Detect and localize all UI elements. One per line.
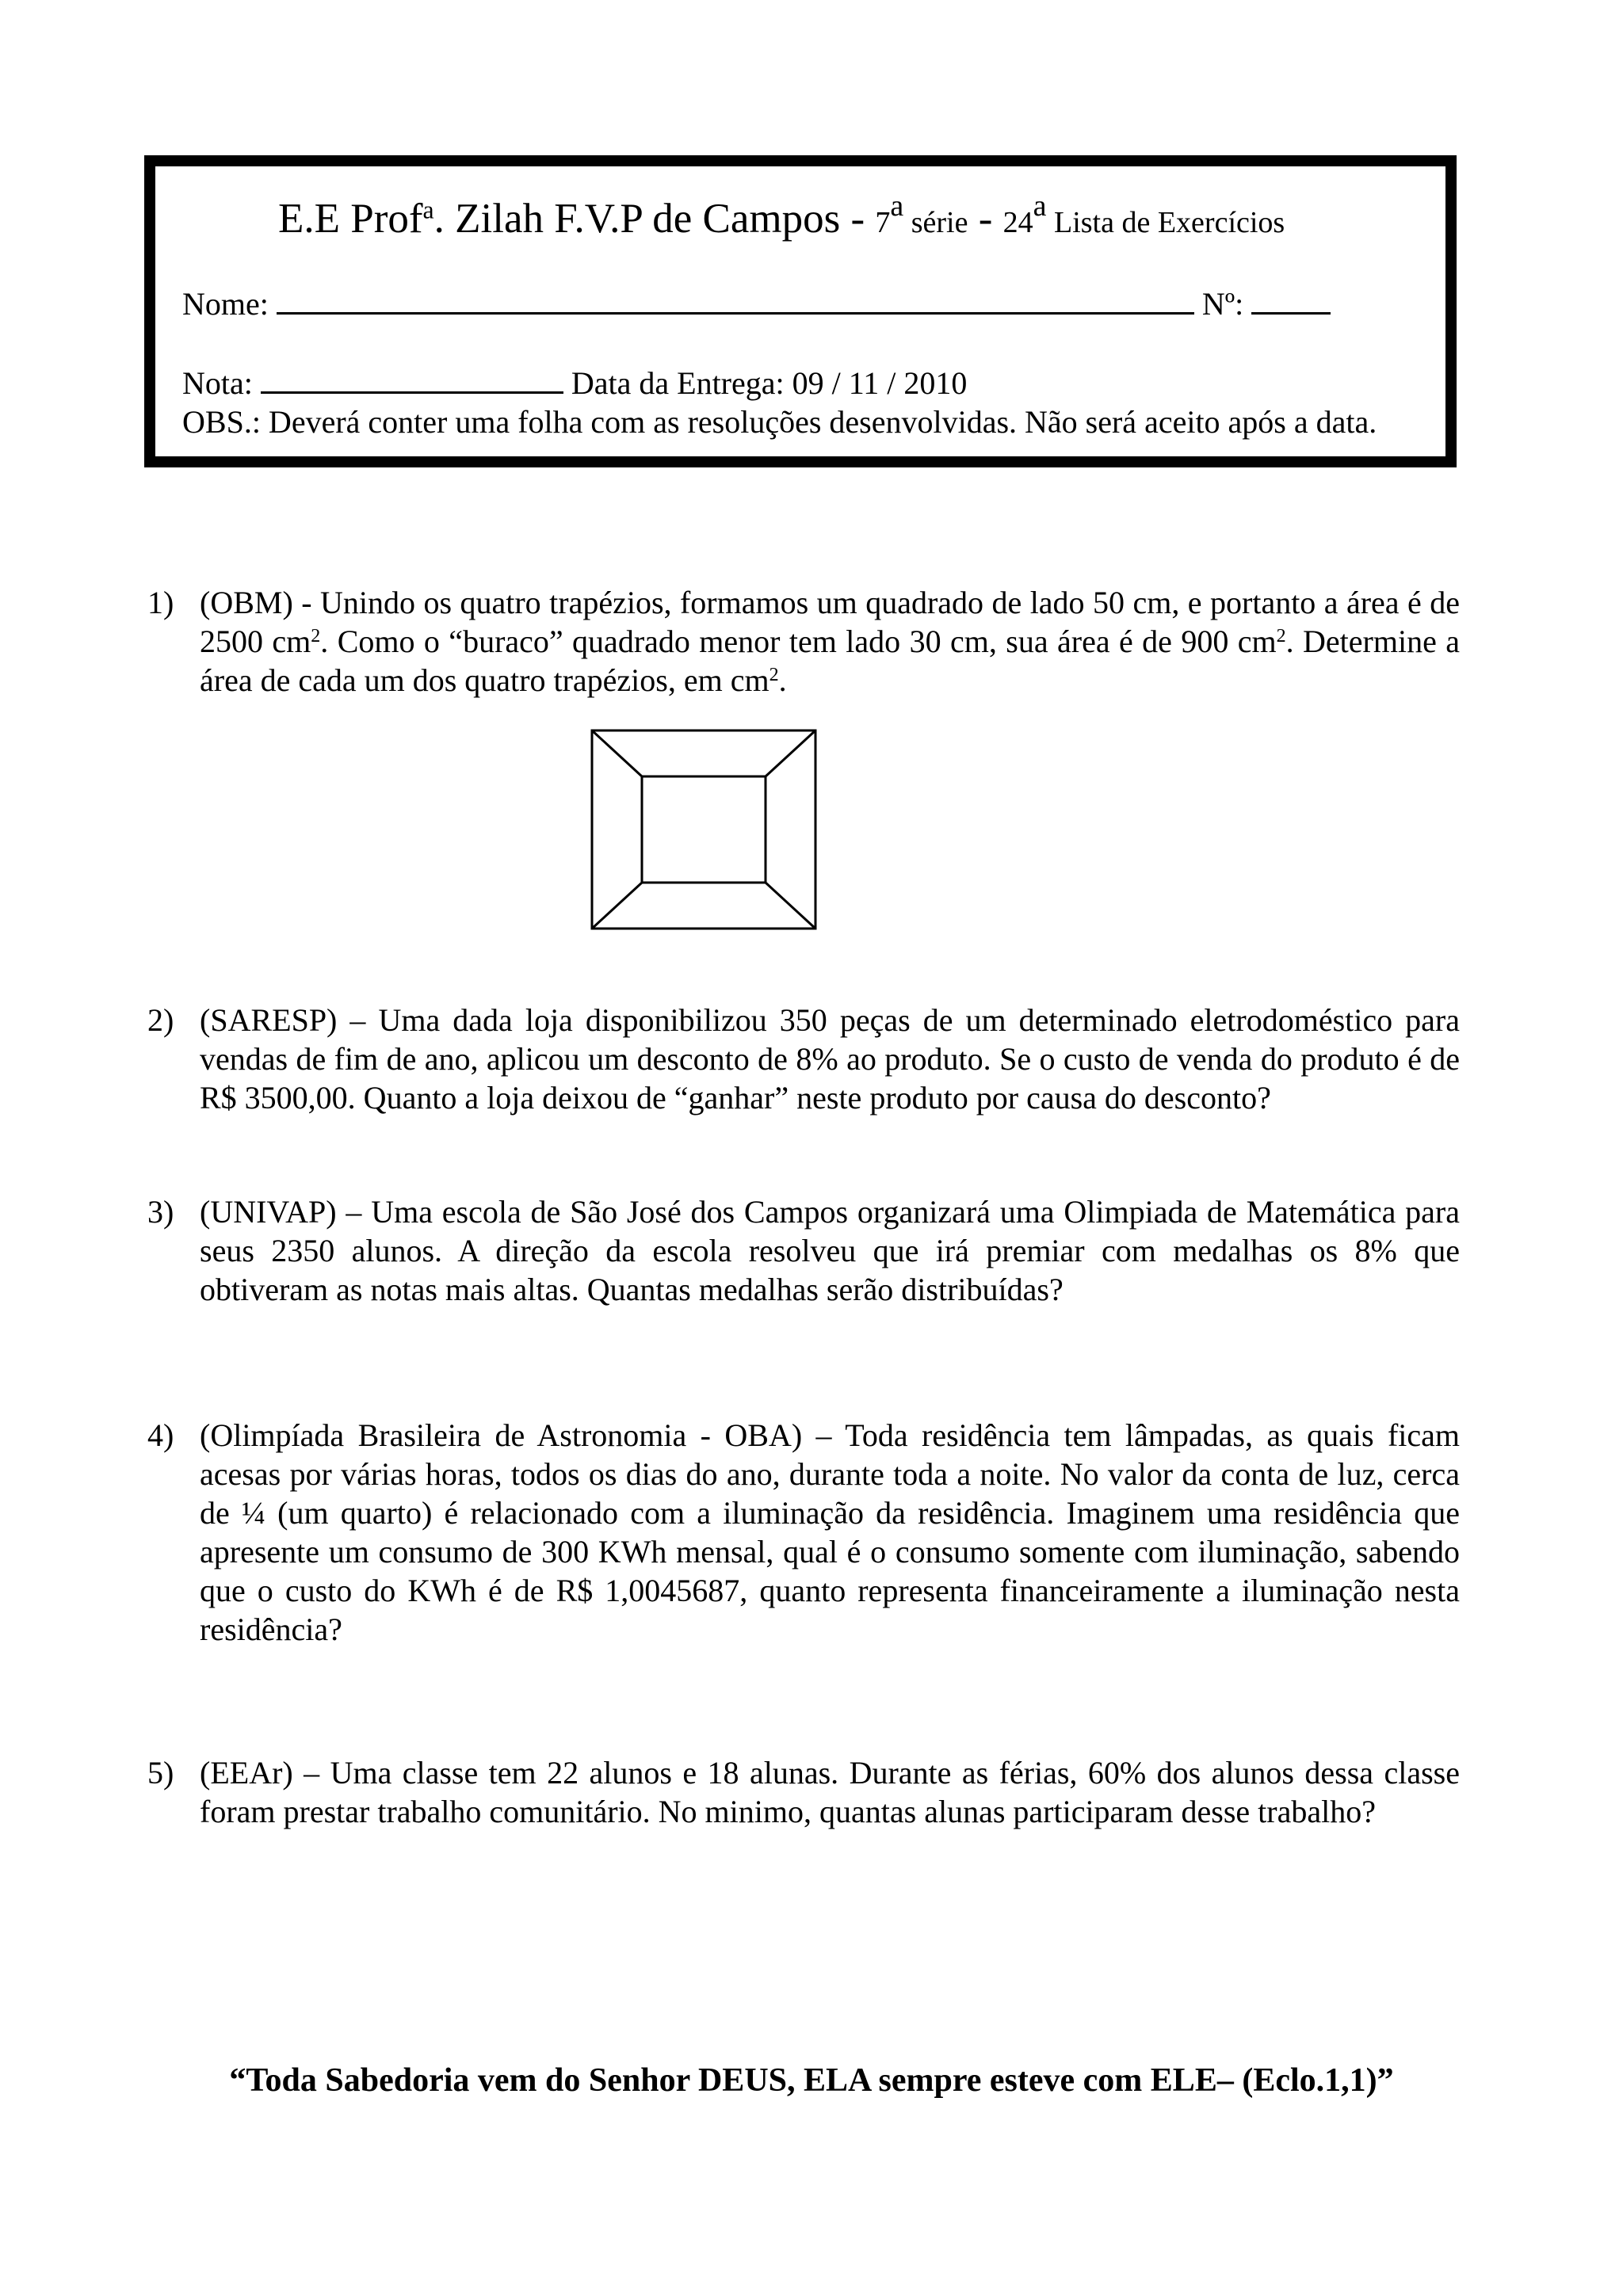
diagonal-top-left (592, 730, 642, 776)
question-1 (147, 583, 1460, 700)
question-text: (EEAr) – Uma classe tem 22 alunos e 18 alunas. Durante as férias, 60% dos alunos dessa classe foram prestar trabalho comunitário. No minimo, quantas alunas participaram desse trabalho? (200, 1755, 1460, 1829)
question-number: 2) (147, 1002, 174, 1038)
question-text-part: (OBM) - Unindo os quatro trapézios, formamos um quadrado de lado 50 cm, e portanto a área é de 2500 cm (200, 585, 1460, 659)
obs-text: OBS.: Deverá conter uma folha com as resoluções desenvolvidas. Não será aceito após a data. (182, 404, 1377, 440)
due-date: Data da Entrega: 09 / 11 / 2010 (571, 365, 968, 401)
question-text-part: . Como o “buraco” quadrado menor tem lado 30 cm, sua área é de 900 cm (320, 624, 1277, 659)
question-3 (147, 1192, 1460, 1309)
question-4 (147, 1416, 1460, 1649)
superscript: 2 (769, 664, 779, 685)
title-main: E.E Prof (278, 196, 423, 242)
name-label: Nome: (182, 286, 269, 322)
name-row (182, 288, 1331, 320)
grade-label: Nota: (182, 365, 253, 401)
question-text: (SARESP) – Uma dada loja disponibilizou 350 peças de um determinado eletrodoméstico para vendas de fim de ano, aplicou um desconto de 8% ao produto. Se o custo de venda do produto é de R$ 3500,00. Quanto a loja deixou de “ganhar” neste produto por causa do desconto? (200, 1002, 1460, 1116)
superscript: 2 (1276, 625, 1286, 646)
list-sup: a (1033, 189, 1047, 223)
question-number: 3) (147, 1194, 174, 1230)
question-2 (147, 1001, 1460, 1117)
series-sup: a (890, 189, 904, 223)
inner-square (642, 776, 766, 883)
series-num: 7 (875, 206, 891, 239)
question-number: 4) (147, 1417, 174, 1453)
title-dash-1: - (840, 196, 876, 242)
diagonal-bottom-left (592, 883, 642, 929)
list-word: Lista de Exercícios (1046, 206, 1285, 239)
obs-row (182, 406, 1377, 438)
question-text: (UNIVAP) – Uma escola de São José dos Campos organizará uma Olimpiada de Matemática para seus 2350 alunos. A direção da escola resolveu que irá premiar com medalhas os 8% que obtiveram as notas mais altas. Quantas medalhas serão distribuídas? (200, 1194, 1460, 1307)
page-title (278, 189, 1285, 242)
header-box (144, 155, 1457, 467)
question-text-part: . Determine a área de cada um dos quatro trapézios, em cm (200, 624, 1460, 698)
name-field[interactable] (277, 288, 1194, 315)
number-label: Nº: (1201, 286, 1244, 322)
diagonal-bottom-right (766, 883, 815, 929)
grade-row (182, 365, 968, 401)
title-sup: a (422, 196, 434, 224)
question-5 (147, 1753, 1460, 1831)
diagonal-top-right (766, 730, 815, 776)
list-num: 24 (1002, 206, 1033, 239)
question-text: (Olimpíada Brasileira de Astronomia - OBA) – Toda residência tem lâmpadas, as quais ficam acesas por várias horas, todos os dias do ano, durante toda a noite. No valor da conta de luz, cerca de ¼ (um quarto) é relacionado com a iluminação da residência. Imaginem uma residência que apresente um consumo de 300 KWh mensal, qual é o consumo somente com iluminação, sabendo que o custo do KWh é de R$ 1,0045687, quanto representa financeiramente a iluminação nesta residência? (200, 1417, 1460, 1647)
superscript: 2 (311, 625, 321, 646)
grade-field[interactable] (261, 368, 563, 394)
number-field[interactable] (1251, 288, 1331, 315)
question-text-part: . (778, 662, 787, 698)
trapezoids-square-figure (590, 729, 817, 930)
question-number: 5) (147, 1755, 174, 1791)
title-dash-2: - (968, 196, 1003, 242)
question-number: 1) (147, 585, 174, 620)
series-word: série (903, 206, 968, 239)
question-text (200, 583, 1460, 700)
title-rest: . Zilah F.V.P de Campos (433, 196, 841, 242)
footer-quote: “Toda Sabedoria vem do Senhor DEUS, ELA sempre esteve com ELE– (Eclo.1,1)” (229, 2062, 1394, 2099)
